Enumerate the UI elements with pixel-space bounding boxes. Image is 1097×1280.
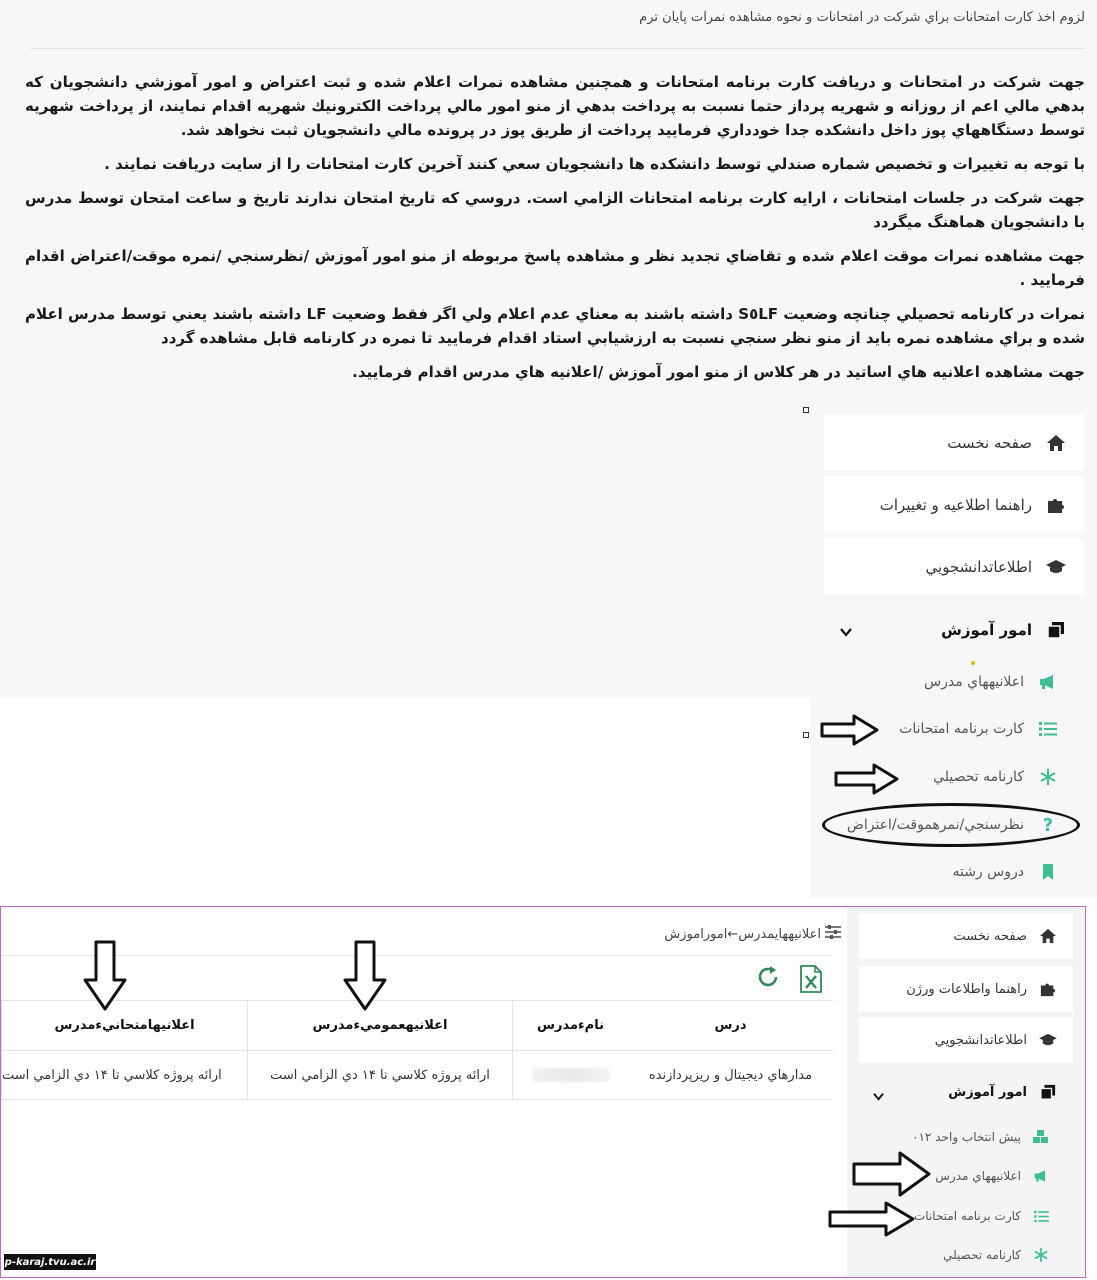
sidebar-section-label: امور آموزش: [941, 621, 1032, 639]
megaphone-icon: [1036, 674, 1060, 690]
sidebar-item-label: کارت برنامه امتحانات: [914, 1209, 1021, 1223]
graduation-cap-icon: [1037, 1033, 1059, 1047]
cell-general-notice: ارائه پروژه کلاسي تا ١۴ دي الزامي است: [247, 1051, 512, 1099]
cell-exam-notice: ارائه پروژه کلاسي تا ١۴ دي الزامي است: [1, 1051, 247, 1099]
graduation-cap-icon: [1042, 559, 1070, 575]
snowflake-icon: [1031, 1248, 1051, 1262]
sidebar-item-label: راهنما واطلاعات ورژن: [906, 981, 1027, 997]
sidebar-item-label: نظرسنجي/نمرهموقت/اعتراض: [846, 817, 1024, 833]
chevron-down-icon[interactable]: [873, 1086, 884, 1105]
sidebar-section-label: امور آموزش: [948, 1084, 1027, 1100]
sidebar-item-label: کارت برنامه امتحانات: [899, 721, 1024, 737]
sidebar-item-label: صفحه نخست: [953, 928, 1027, 944]
bookmark-icon: [1036, 864, 1060, 880]
selection-handle[interactable]: [803, 732, 809, 738]
puzzle-icon: [1042, 496, 1070, 514]
sidebar-subitem-instructor-notices[interactable]: [824, 662, 1084, 702]
sidebar-item-student-info[interactable]: [859, 1017, 1073, 1063]
annotation-arrow-down: [82, 940, 128, 1012]
cubes-icon: [1031, 1130, 1051, 1144]
excel-export-icon[interactable]: [799, 965, 823, 997]
puzzle-icon: [1037, 981, 1059, 997]
selection-handle[interactable]: [803, 407, 809, 413]
sidebar-section-education[interactable]: [824, 610, 1084, 650]
column-header-instructor[interactable]: نامءمدرس: [512, 1001, 628, 1050]
table-row[interactable]: [1, 1050, 833, 1100]
blurred-instructor-name: [532, 1068, 610, 1082]
instructor-notices-screen: [0, 906, 1086, 1278]
chevron-down-icon[interactable]: [840, 622, 852, 641]
column-header-course[interactable]: درس: [714, 1018, 747, 1033]
paragraph-payment: جهت شرکت در امتحانات و دريافت کارت برنامه امتحانات و همچنين مشاهده نمرات اعلام شده و ثبت اعتراض و امور آموزشي دانشجويان که بدهي مالي اعم از روزانه و شهريه پرداز حتما نسبت به پرداخت بدهي از منو امور مالي پرداخت الکترونيك شهريه اقدام نمايند، از پرداخت شهريه توسط دستگاههاي پوز داخل دانشکده جدا خودداري فرماييد پرداخت از طريق پوز در پرونده مالي دانشجويان ثبت نخواهد شد.: [25, 73, 1085, 139]
refresh-icon[interactable]: [756, 965, 780, 993]
paragraph-transcript-status: نمرات در کارنامه تحصيلي چنانچه وضعيت S٥LF داشته باشند به معناي عدم اعلام ولي اگر فقط وضعيت LF داشته باشند يعني توسط مدرس اعلام شده و براي مشاهده نمره بايد از منو نظر سنجي نسبت به ارزشيابي استاد اقدام فرماييد تا نمره در کارنامه قابل مشاهده گردد: [25, 305, 1086, 347]
paragraph-temp-grades: جهت مشاهده نمرات موقت اعلام شده و تقاضاي تجديد نظر و مشاهده پاسخ مربوطه از منو امور آموزش /نظرسنجي /نمره موقت/اعتراض اقدام فرماييد .: [25, 247, 1085, 289]
title-divider: [30, 48, 1085, 49]
list-icon: [1036, 721, 1060, 737]
paragraph-exam-card: جهت شرکت در جلسات امتحانات ، ارايه کارت برنامه امتحانات الزامي است. دروسي که تاريخ امتحان ندارند تاريخ و ساعت امتحان توسط مدرس با دانشجويان هماهنگ ميگردد: [25, 189, 1085, 231]
column-header-exam-notice[interactable]: اعلانيهامتحانيءمدرس: [1, 1001, 247, 1050]
annotation-arrow-right: [852, 1150, 932, 1198]
sidebar-subitem-transcript[interactable]: [859, 1237, 1073, 1273]
breadcrumb-text: اعلانيههايمدرس←اموراموزش: [664, 926, 821, 942]
sliders-icon: [825, 925, 841, 943]
sidebar-section-education[interactable]: [859, 1074, 1073, 1110]
site-watermark: p-karaj.tvu.ac.ir: [4, 1254, 96, 1270]
sidebar-item-label: صفحه نخست: [947, 433, 1032, 452]
sidebar-item-label: اطلاعاتدانشجويي: [934, 1032, 1027, 1048]
question-icon: ?: [1042, 814, 1054, 836]
sidebar-subitem-courses[interactable]: [824, 852, 1084, 892]
column-header-general-notice[interactable]: اعلانيهعموميءمدرس: [247, 1001, 512, 1050]
paragraph-seat-number: با توجه به تغييرات و تخصيص شماره صندلي توسط دانشکده ها دانشجويان سعي کنند آخرين کارت امتحانات را از سايت دريافت نمايند .: [104, 155, 1085, 173]
cell-instructor: [512, 1051, 628, 1099]
sidebar-item-label: پيش انتخاب واحد ٠١٢: [912, 1130, 1021, 1144]
sidebar-item-label: اعلانيههاي مدرس: [924, 674, 1024, 690]
copy-icon: [1037, 1084, 1059, 1100]
sidebar-item-guide[interactable]: [824, 476, 1084, 533]
announcement-title: لزوم اخذ کارت امتحانات براي شرکت در امتحانات و نحوه مشاهده نمرات پايان ترم: [639, 10, 1085, 25]
sidebar-item-label: دروس رشته: [952, 864, 1024, 880]
list-icon: [1031, 1210, 1051, 1223]
home-icon: [1042, 434, 1070, 452]
annotation-arrow-right: [820, 714, 880, 746]
sidebar-item-label: کارنامه تحصيلي: [943, 1248, 1021, 1262]
sidebar-item-label: کارنامه تحصيلي: [933, 769, 1024, 785]
annotation-arrow-right: [834, 763, 900, 795]
sidebar-item-guide-version[interactable]: [859, 966, 1073, 1012]
annotation-arrow-down: [342, 940, 388, 1012]
sidebar-item-label: اعلانيههاي مدرس: [935, 1169, 1021, 1183]
announcement-body: [25, 70, 1085, 394]
home-icon: [1037, 928, 1059, 944]
copy-icon: [1042, 621, 1070, 639]
breadcrumb: [664, 925, 841, 943]
paragraph-instructor-notices: جهت مشاهده اعلانيه هاي اساتيد در هر کلاس از منو امور آموزش /اعلانيه هاي مدرس اقدام فرماييد.: [352, 363, 1085, 381]
cell-course: مدارهاي ديجيتال و ريزپردازنده: [648, 1067, 813, 1083]
megaphone-icon: [1031, 1169, 1051, 1183]
annotation-arrow-right: [828, 1200, 916, 1238]
sidebar-item-home[interactable]: [859, 913, 1073, 959]
sidebar-item-home[interactable]: [824, 414, 1084, 471]
highlight-ellipse: [822, 803, 1080, 847]
sidebar-item-label: راهنما اطلاعيه و تغييرات: [879, 495, 1032, 514]
sidebar-item-student-info[interactable]: [824, 538, 1084, 595]
sidebar-item-label: اطلاعاتدانشجويي: [925, 557, 1032, 576]
snowflake-icon: [1036, 769, 1060, 785]
